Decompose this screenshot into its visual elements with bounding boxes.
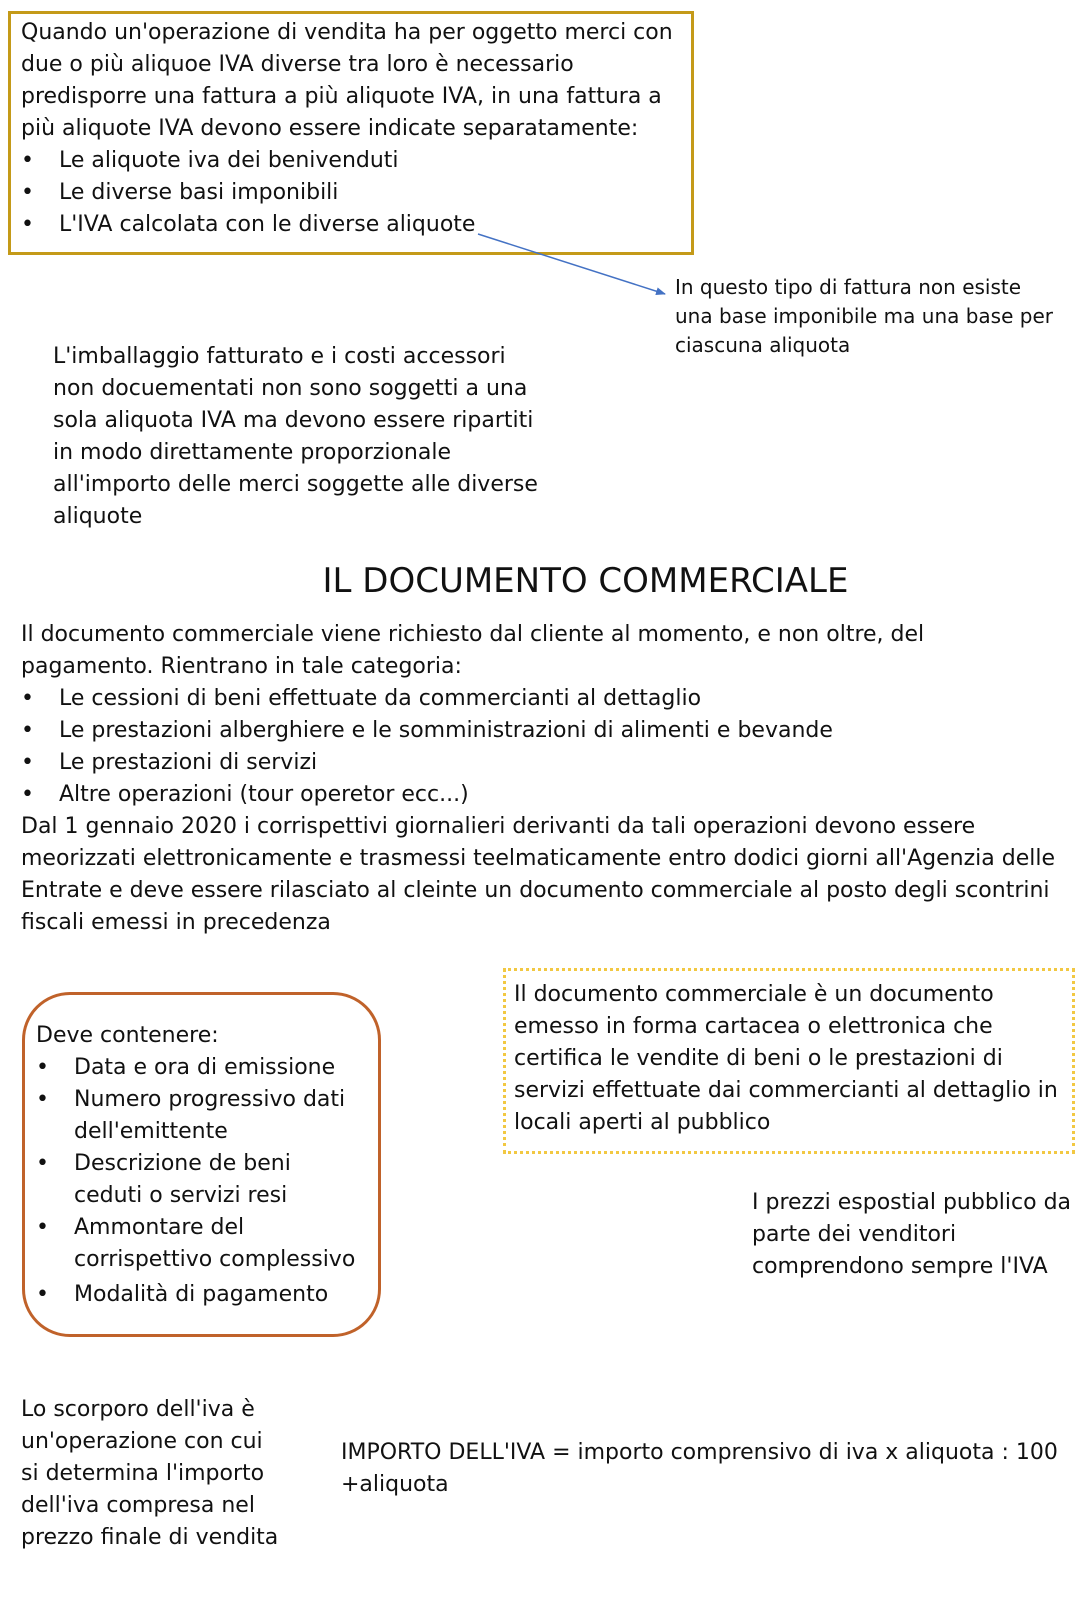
documento-intro: Il documento commerciale viene richiesto dal cliente al momento, e non oltre, del pagamento. Rientrano in tale categoria: — [21, 622, 925, 679]
documento-commerciale-section — [21, 619, 1061, 939]
list-item: • Altre operazioni (tour operetor ecc...) — [21, 779, 1061, 811]
prezzi-note: I prezzi espostial pubblico da parte dei venditori comprendono sempre l'IVA — [752, 1190, 1072, 1279]
list-item: • Le cessioni di beni effettuate da commercianti al dettaglio — [21, 683, 1061, 715]
list-item: • Le prestazioni di servizi — [21, 747, 1061, 779]
scorporo-note: Lo scorporo dell'iva è un'operazione con cui si determina l'importo dell'iva compresa nel prezzo finale di vendita — [21, 1397, 279, 1550]
iva-formula: IMPORTO DELL'IVA = importo comprensivo di iva x aliquota : 100 +aliquota — [341, 1440, 1058, 1497]
list-item: • Le prestazioni alberghiere e le somministrazioni di alimenti e bevande — [21, 715, 1061, 747]
multi-aliquota-intro: Quando un'operazione di vendita ha per oggetto merci con due o più aliquoe IVA diverse tra loro è necessario predisporre una fattura a più aliquote IVA, in una fattura a più aliquote IVA devono essere indicate separatamente: — [21, 20, 673, 141]
list-item: • L'IVA calcolata con le diverse aliquote — [21, 209, 681, 241]
multi-aliquota-content — [21, 17, 681, 241]
list-item: • Data e ora di emissione — [36, 1052, 366, 1084]
list-item: • Numero progressivo dati dell'emittente — [36, 1084, 366, 1148]
multi-aliquota-list — [21, 145, 681, 241]
imballaggio-note: L'imballaggio fatturato e i costi accessori non docuementati non sono soggetti a una sola aliquota IVA ma devono essere ripartiti in modo direttamente proporzionale all'importo delle merci soggette alle diverse aliquote — [53, 344, 538, 529]
definizione-text: Il documento commerciale è un documento emesso in forma cartacea o elettronica che certifica le vendite di beni o le prestazioni di servizi effettuate dai commercianti al dettaglio in locali aperti al pubblico — [514, 982, 1058, 1135]
page-title: IL DOCUMENTO COMMERCIALE — [322, 561, 849, 601]
categorie-list — [21, 683, 1061, 811]
contenuto-content — [36, 1020, 366, 1311]
list-item: • Ammontare del corrispettivo complessivo — [36, 1212, 366, 1276]
contenuto-heading: Deve contenere: — [36, 1023, 219, 1048]
list-item: • Modalità di pagamento — [36, 1279, 366, 1311]
base-imponibile-note: In questo tipo di fattura non esiste una base imponibile ma una base per ciascuna aliquota — [675, 275, 1053, 357]
list-item: • Descrizione de beni ceduti o servizi resi — [36, 1148, 366, 1212]
contenuto-list — [36, 1052, 366, 1311]
list-item: • Le aliquote iva dei benivenduti — [21, 145, 681, 177]
list-item: • Le diverse basi imponibili — [21, 177, 681, 209]
documento-rule: Dal 1 gennaio 2020 i corrispettivi giornalieri derivanti da tali operazioni devono essere meorizzati elettronicamente e trasmessi teelmaticamente entro dodici giorni all'Agenzia delle Entrate e deve essere rilasciato al cleinte un documento commerciale al posto degli scontrini fiscali emessi in precedenza — [21, 814, 1055, 935]
